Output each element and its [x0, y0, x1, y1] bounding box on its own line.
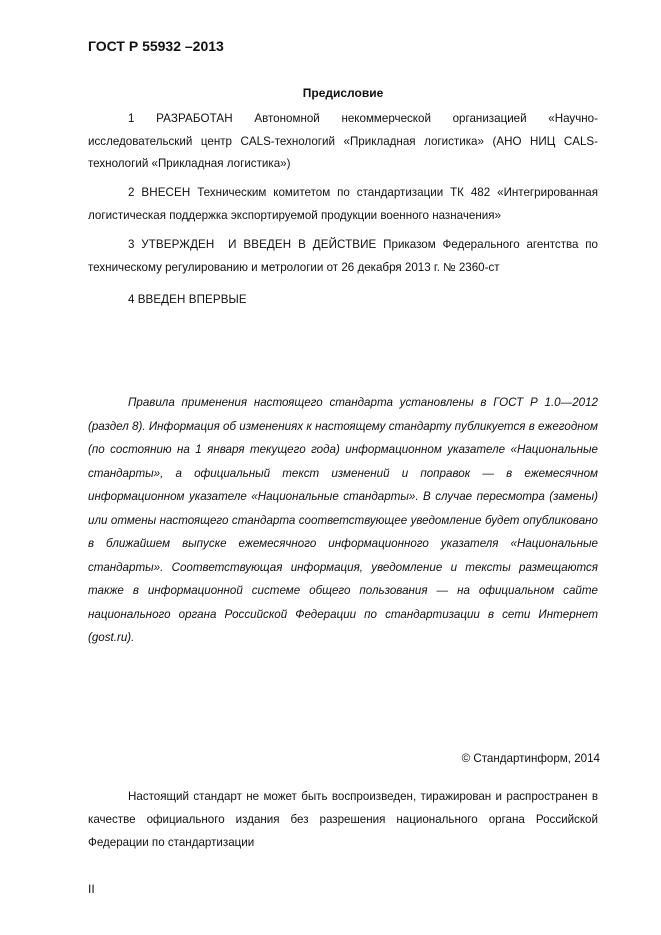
- preface-title: Предисловие: [302, 86, 384, 100]
- reproduction-notice: Настоящий стандарт не может быть воспроизведен, тиражирован и распространен в качестве официального издания без разрешения национального органа Российской Федерации по стандартизации: [88, 790, 598, 849]
- item-number: 4: [128, 293, 135, 306]
- item-label: УТВЕРЖДЕН И ВВЕДЕН В ДЕЙСТВИЕ: [141, 238, 377, 251]
- item-label: ВНЕСЕН: [141, 186, 191, 199]
- preface-item-2: [88, 182, 598, 227]
- item-text: Автономной некоммерческой организацией «Научно-исследовательский центр CALS-технологий «Прикладная логистика» (АНО НИЦ CALS-технологий «Прикладная логистика»): [88, 112, 598, 170]
- item-label: РАЗРАБОТАН: [156, 112, 233, 125]
- preface-item-3: [88, 234, 598, 279]
- page-number: II: [88, 882, 95, 896]
- preface-item-4: [88, 289, 598, 312]
- item-number: 1: [128, 112, 135, 125]
- item-text: Приказом Федерального агентства по техническому регулированию и метрологии от 26 декабря 2013 г. № 2360-ст: [88, 238, 598, 274]
- rules-note: Правила применения настоящего стандарта установлены в ГОСТ Р 1.0—2012 (раздел 8). Информация об изменениях к настоящему стандарту публикуется в ежегодном (по состоянию на 1 января текущего года) информационном указателе «Национальные стандарты», а официальный текст изменений и поправок — в ежемесячном информационном указателе «Национальные стандарты». В случае пересмотра (замены) или отмены настоящего стандарта соответствующее уведомление будет опубликовано в ближайшем выпуске ежемесячного информационного указателя «Национальные стандарты». Соответствующая информация, уведомление и тексты размещаются также в информационной системе общего пользования — на официальном сайте национального органа Российской Федерации по стандартизации в сети Интернет (gost.ru).: [88, 396, 598, 644]
- item-label: ВВЕДЕН ВПЕРВЫЕ: [137, 293, 247, 306]
- item-number: 3: [128, 238, 135, 251]
- copyright: © Стандартинформ, 2014: [461, 752, 600, 765]
- item-number: 2: [128, 186, 135, 199]
- item-text: Техническим комитетом по стандартизации ТК 482 «Интегрированная логистическая поддержка экспортируемой продукции военного назначения»: [88, 186, 598, 222]
- document-header: ГОСТ Р 55932 –2013: [88, 38, 224, 54]
- preface-item-1: [88, 108, 598, 176]
